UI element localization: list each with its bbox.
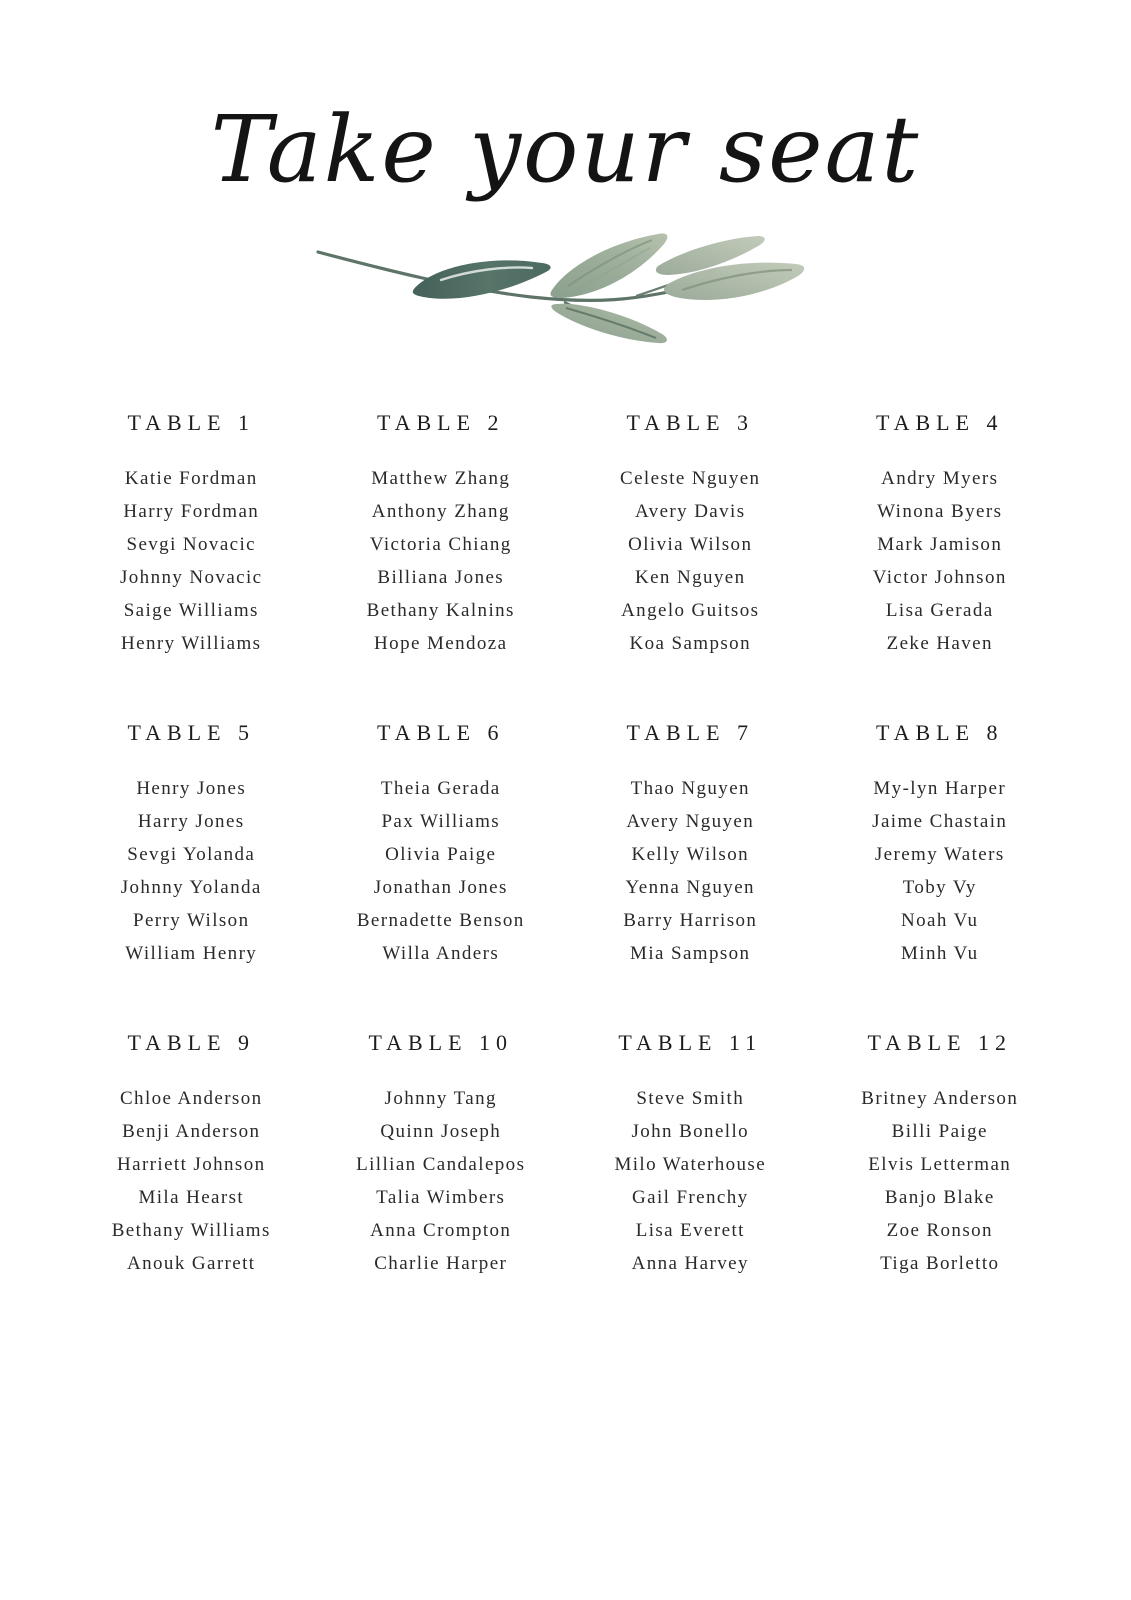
table-card-6	[325, 720, 557, 970]
table-card-11	[575, 1030, 807, 1280]
guest-name: Anna Crompton	[370, 1220, 512, 1242]
table-card-8	[824, 720, 1056, 970]
table-header: TABLE 11	[618, 1030, 763, 1056]
table-header: TABLE 4	[875, 410, 1004, 436]
guest-name: Jaime Chastain	[872, 811, 1008, 833]
guest-name: Matthew Zhang	[371, 468, 511, 490]
eucalyptus-branch-icon	[306, 218, 826, 358]
guest-name: Perry Wilson	[133, 910, 250, 932]
table-card-1	[76, 410, 308, 660]
guest-name: Harry Jones	[137, 811, 245, 833]
guest-name: Mila Hearst	[138, 1187, 245, 1209]
guest-name: William Henry	[125, 943, 258, 965]
guest-name: Noah Vu	[901, 910, 979, 932]
guest-name: Lisa Gerada	[885, 600, 994, 622]
guest-name: Lillian Candalepos	[356, 1154, 526, 1176]
guest-list	[325, 1082, 557, 1280]
guest-name: Johnny Yolanda	[120, 877, 262, 899]
table-card-10	[325, 1030, 557, 1280]
guest-name: Gail Frenchy	[631, 1187, 749, 1209]
guest-name: Victoria Chiang	[369, 534, 512, 556]
guest-name: Bethany Williams	[111, 1220, 271, 1242]
guest-name: Milo Waterhouse	[614, 1154, 767, 1176]
guest-name: Kelly Wilson	[631, 844, 750, 866]
table-card-7	[575, 720, 807, 970]
guest-name: Charlie Harper	[374, 1253, 508, 1275]
guest-name: Celeste Nguyen	[620, 468, 761, 490]
guest-name: Toby Vy	[902, 877, 977, 899]
table-header: TABLE 12	[867, 1030, 1013, 1056]
table-header: TABLE 8	[875, 720, 1004, 746]
table-header: TABLE 2	[376, 410, 505, 436]
table-header: TABLE 3	[626, 410, 755, 436]
table-header: TABLE 10	[368, 1030, 514, 1056]
guest-name: Chloe Anderson	[119, 1088, 263, 1110]
guest-list	[575, 772, 807, 970]
guest-name: Talia Wimbers	[376, 1187, 506, 1209]
guest-list	[575, 462, 807, 660]
guest-list	[325, 772, 557, 970]
guest-list	[76, 1082, 308, 1280]
page-title: Take your seat	[210, 96, 921, 203]
guest-name: Bernadette Benson	[356, 910, 525, 932]
table-header: TABLE 5	[127, 720, 256, 746]
guest-list	[824, 772, 1056, 970]
guest-name: Billi Paige	[891, 1121, 988, 1143]
guest-name: Jeremy Waters	[874, 844, 1005, 866]
guest-name: Sevgi Yolanda	[127, 844, 256, 866]
guest-name: Lisa Everett	[635, 1220, 745, 1242]
guest-name: Winona Byers	[877, 501, 1003, 523]
table-header: TABLE 1	[127, 410, 256, 436]
guest-list	[824, 462, 1056, 660]
guest-name: Johnny Novacic	[119, 567, 263, 589]
guest-name: Zoe Ronson	[886, 1220, 993, 1242]
table-header: TABLE 9	[127, 1030, 256, 1056]
guest-name: Victor Johnson	[872, 567, 1007, 589]
guest-name: Willa Anders	[382, 943, 500, 965]
guest-list	[325, 462, 557, 660]
guest-name: Mark Jamison	[877, 534, 1003, 556]
guest-name: Thao Nguyen	[630, 778, 750, 800]
guest-name: Zeke Haven	[886, 633, 993, 655]
guest-name: Yenna Nguyen	[625, 877, 755, 899]
table-card-5	[76, 720, 308, 970]
guest-name: Pax Williams	[381, 811, 501, 833]
table-card-4	[824, 410, 1056, 660]
guest-name: Sevgi Novacic	[126, 534, 257, 556]
guest-name: Henry Williams	[121, 633, 262, 655]
guest-name: Tiga Borletto	[880, 1253, 1000, 1275]
guest-name: Elvis Letterman	[868, 1154, 1012, 1176]
guest-name: Koa Sampson	[629, 633, 751, 655]
guest-name: Harriett Johnson	[116, 1154, 266, 1176]
guest-name: My-lyn Harper	[873, 778, 1007, 800]
guest-name: Benji Anderson	[122, 1121, 261, 1143]
guest-name: Avery Davis	[634, 501, 746, 523]
guest-name: Minh Vu	[901, 943, 979, 965]
guest-name: Ken Nguyen	[634, 567, 746, 589]
guest-name: John Bonello	[631, 1121, 750, 1143]
guest-name: Olivia Paige	[385, 844, 497, 866]
table-card-9	[76, 1030, 308, 1280]
guest-name: Johnny Tang	[384, 1088, 497, 1110]
guest-name: Anouk Garrett	[127, 1253, 256, 1275]
guest-name: Saige Williams	[123, 600, 259, 622]
guest-name: Andry Myers	[881, 468, 999, 490]
guest-name: Hope Mendoza	[374, 633, 508, 655]
tables-grid	[76, 410, 1056, 1280]
guest-name: Anna Harvey	[631, 1253, 749, 1275]
table-card-2	[325, 410, 557, 660]
guest-name: Henry Jones	[136, 778, 247, 800]
eucalyptus-branch-illustration	[306, 218, 826, 358]
guest-name: Barry Harrison	[623, 910, 758, 932]
guest-name: Mia Sampson	[630, 943, 751, 965]
guest-name: Avery Nguyen	[626, 811, 755, 833]
guest-name: Steve Smith	[636, 1088, 745, 1110]
guest-name: Quinn Joseph	[380, 1121, 502, 1143]
table-header: TABLE 6	[376, 720, 505, 746]
guest-list	[824, 1082, 1056, 1280]
guest-name: Bethany Kalnins	[366, 600, 515, 622]
guest-list	[76, 772, 308, 970]
guest-name: Britney Anderson	[861, 1088, 1019, 1110]
guest-list	[575, 1082, 807, 1280]
guest-name: Harry Fordman	[123, 501, 260, 523]
guest-name: Theia Gerada	[380, 778, 501, 800]
upper-sage-leaf	[550, 234, 667, 299]
guest-name: Banjo Blake	[884, 1187, 995, 1209]
guest-name: Olivia Wilson	[628, 534, 753, 556]
guest-name: Anthony Zhang	[371, 501, 510, 523]
table-card-3	[575, 410, 807, 660]
guest-name: Katie Fordman	[124, 468, 258, 490]
table-card-12	[824, 1030, 1056, 1280]
guest-name: Billiana Jones	[377, 567, 505, 589]
guest-name: Angelo Guitsos	[621, 600, 760, 622]
guest-name: Jonathan Jones	[373, 877, 508, 899]
guest-list	[76, 462, 308, 660]
dark-leaf	[412, 261, 550, 299]
table-header: TABLE 7	[626, 720, 755, 746]
